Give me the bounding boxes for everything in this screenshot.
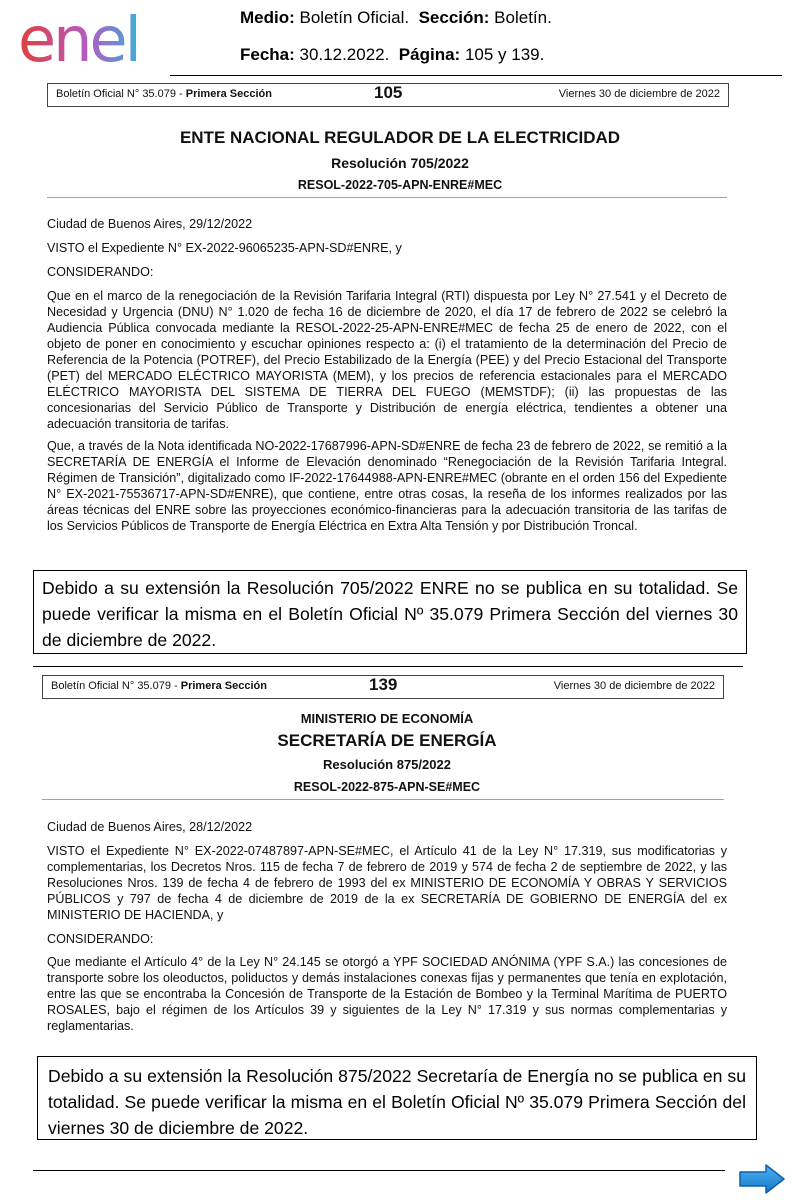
considerando-paragraph-1: Que en el marco de la renegociación de la Revisión Tarifaria Integral (RTI) dispuesta por Ley N° 27.541 y el Decreto de Necesidad y Urgencia (DNU) N° 1.020 de fecha 16 de diciembre de 2020, el día 17 de febrero de 2022 se celebró la Audiencia Pública convocada mediante la RESOL-2022-25-APN-ENRE#MEC de fecha 25 de enero de 2022, con el objeto de poner en conocimiento y escuchar opiniones respecto a: (i) el tratamiento de la determinación del Precio de Referencia de la Potencia (POTREF), del Precio Estabilizado de la Energía (PEE) y del Precio Estacional del Transporte (PET) del MERCADO ELÉCTRICO MAYORISTA (MEM), y los precios de referencia estacionales para el MERCADO ELÉCTRICO MAYORISTA DEL SISTEMA DE TIERRA DEL FUEGO (MEMSTDF); (ii) las propuestas de las concesionarias del Servicio Público de Transporte y Distribución de energía eléctrica, tendientes a obtener una adecuación transitoria de tarifas. — [47, 289, 727, 431]
resolution-title: Resolución 705/2022 — [331, 155, 469, 171]
secretariat-title: SECRETARÍA DE ENERGÍA — [277, 731, 497, 750]
resolution-code: RESOL-2022-875-APN-SE#MEC — [293, 780, 481, 794]
ministry-title: MINISTERIO DE ECONOMÍA — [300, 711, 474, 726]
bulletin-header-139 — [42, 675, 724, 699]
header-line-medio — [240, 8, 552, 28]
place-date: Ciudad de Buenos Aires, 28/12/2022 — [47, 820, 253, 834]
section-rule — [47, 197, 727, 198]
considerando-heading: CONSIDERANDO: — [47, 932, 154, 946]
enel-logo — [18, 3, 170, 76]
medio-value: Boletín Oficial. — [299, 8, 410, 27]
resolution-code: RESOL-2022-705-APN-ENRE#MEC — [297, 178, 503, 192]
header-line-fecha — [240, 45, 544, 65]
bulletin-page-number: 139 — [369, 675, 398, 694]
medio-label: Medio: — [240, 8, 295, 27]
considerando-heading: CONSIDERANDO: — [47, 265, 154, 279]
pagina-label: Página: — [398, 45, 461, 64]
visto-text: VISTO el Expediente N° EX-2022-07487897-APN-SE#MEC, el Artículo 41 de la Ley N° 17.319, sus modificatorias y complementarias, los Decretos Nros. 115 de fecha 7 de febrero de 2019 y 574 de fecha 2 de septiembre de 2022, y las Resoluciones Nros. 139 de fecha 4 de febrero de 1993 del ex MINISTERIO DE ECONOMÍA Y OBRAS Y SERVICIOS PÚBLICOS y 797 de fecha 4 de diciembre de 2019 de la ex SECRETARÍA DE GOBIERNO DE ENERGÍA del ex MINISTERIO DE HACIENDA, y — [47, 844, 727, 922]
resolution-title: Resolución 875/2022 — [323, 757, 451, 772]
section-rule — [42, 799, 724, 800]
bulletin-name: Boletín Oficial N° 35.079 - Primera Sección — [51, 680, 267, 692]
truncation-notice-705: Debido a su extensión la Resolución 705/2022 ENRE no se publica en su totalidad. Se puede verificar la misma en el Boletín Oficial Nº 35.079 Primera Sección del viernes 30 de diciembre de 2022. — [33, 570, 747, 654]
arrow-right-icon[interactable] — [738, 1163, 786, 1195]
fecha-value: 30.12.2022. — [299, 45, 390, 64]
footer-divider — [33, 1170, 725, 1171]
document-divider — [33, 666, 743, 667]
organism-title: ENTE NACIONAL REGULADOR DE LA ELECTRICIDAD — [179, 128, 621, 147]
fecha-label: Fecha: — [240, 45, 295, 64]
considerando-paragraph-1: Que mediante el Artículo 4° de la Ley N° 24.145 se otorgó a YPF SOCIEDAD ANÓNIMA (YPF S.A.) las concesiones de transporte sobre los oleoductos, poliductos y demás instalaciones conexas fijas y permanentes que tenía en explotación, entre las que se encontraba la Concesión de Transporte de la Estación de Bombeo y la Terminal Marítima de PUERTO ROSALES, bajo el régimen de los Artículos 39 y siguientes de la Ley N° 17.319 y sus normas complementarias y reglamentarias. — [47, 955, 727, 1033]
bulletin-date: Viernes 30 de diciembre de 2022 — [558, 88, 720, 100]
header-divider — [170, 75, 782, 76]
considerando-paragraph-2: Que, a través de la Nota identificada NO-2022-17687996-APN-SD#ENRE de fecha 23 de febrero de 2022, se remitió a la SECRETARÍA DE ENERGÍA el Informe de Elevación denominado “Renegociación de la Revisión Tarifaria Integral. Régimen de Transición”, digitalizado como IF-2022-17644988-APN-ENRE#MEC (obrante en el orden 156 del Expediente N° EX-2021-75536717-APN-SD#ENRE), que contiene, entre otras cosas, la reseña de los informes realizados por las áreas técnicas del ENRE sobre las proyecciones económico-financieras para la adecuación transitoria de las tarifas de los Servicios Públicos de Transporte de Energía Eléctrica en Extra Alta Tensión y por Distribución Troncal. — [47, 439, 727, 533]
bulletin-date: Viernes 30 de diciembre de 2022 — [553, 680, 715, 692]
truncation-notice-875: Debido a su extensión la Resolución 875/2022 Secretaría de Energía no se publica en su totalidad. Se puede verificar la misma en el Boletín Oficial Nº 35.079 Primera Sección del viernes 30 de diciembre de 2022. — [37, 1056, 757, 1140]
bulletin-page-number: 105 — [374, 83, 403, 102]
logo-text: enel — [18, 14, 170, 66]
seccion-label: Sección: — [418, 8, 490, 27]
place-date: Ciudad de Buenos Aires, 29/12/2022 — [47, 217, 253, 231]
bulletin-header-105 — [47, 83, 729, 107]
bulletin-name: Boletín Oficial N° 35.079 - Primera Sección — [56, 88, 272, 100]
visto-text: VISTO el Expediente N° EX-2022-96065235-APN-SD#ENRE, y — [47, 241, 402, 255]
seccion-value: Boletín. — [494, 8, 552, 27]
pagina-value: 105 y 139. — [464, 45, 545, 64]
